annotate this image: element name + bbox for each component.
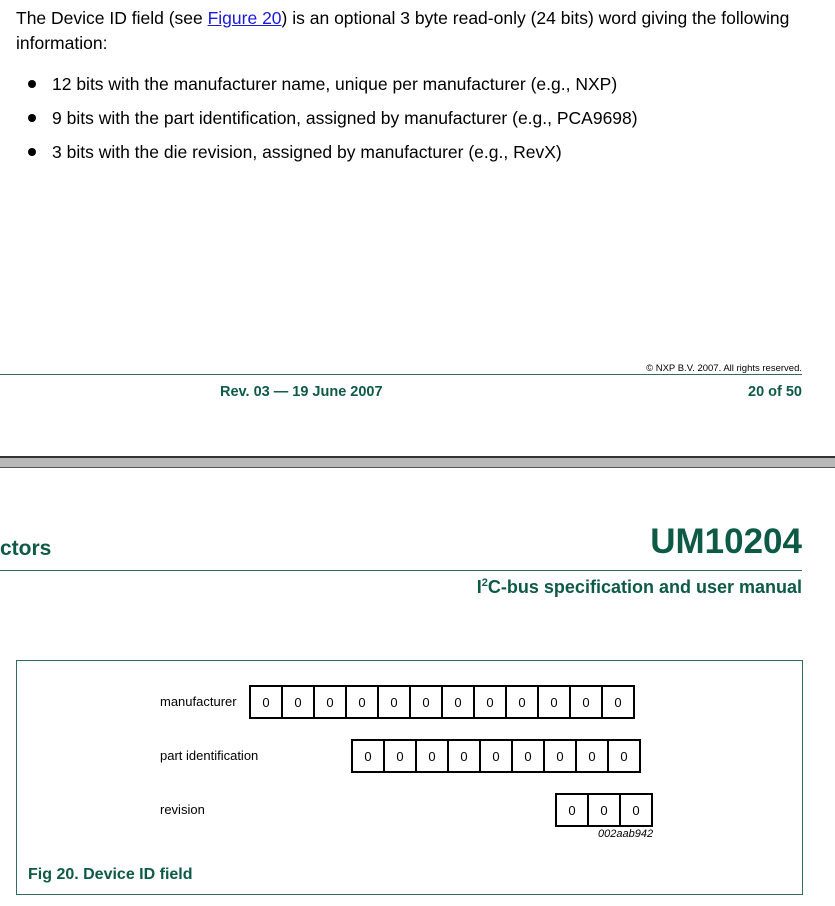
bit-cell: 0 xyxy=(607,739,641,773)
bit-cell: 0 xyxy=(409,685,443,719)
bit-cell: 0 xyxy=(249,685,283,719)
bullet-text: 12 bits with the manufacturer name, unique per manufacturer (e.g., NXP) xyxy=(52,74,618,94)
bullet-text: 3 bits with the die revision, assigned by manufacturer (e.g., RevX) xyxy=(52,142,562,162)
figure-20-link[interactable]: Figure 20 xyxy=(207,8,282,28)
revision-label: Rev. 03 — 19 June 2007 xyxy=(220,384,383,400)
bullet-icon xyxy=(28,80,36,88)
bit-cell: 0 xyxy=(351,739,385,773)
bit-cell: 0 xyxy=(383,739,417,773)
part-identification-bits xyxy=(351,739,639,773)
bit-cell: 0 xyxy=(281,685,315,719)
row-label-revision: revision xyxy=(160,802,205,817)
bit-cell: 0 xyxy=(313,685,347,719)
row-label-manufacturer: manufacturer xyxy=(160,694,237,709)
intro-text-end: ) is an optional 3 byte read-only (24 bits) word giving the following information: xyxy=(16,8,790,53)
revision-bits xyxy=(555,793,651,827)
bullet-list xyxy=(28,72,638,174)
bullet-icon xyxy=(28,114,36,122)
bit-cell: 0 xyxy=(473,685,507,719)
bit-cell: 0 xyxy=(543,739,577,773)
bit-cell: 0 xyxy=(619,793,653,827)
intro-paragraph xyxy=(16,6,806,56)
page-number: 20 of 50 xyxy=(748,384,802,400)
figure-id: 002aab942 xyxy=(598,828,654,840)
bit-cell: 0 xyxy=(505,685,539,719)
bullet-text: 9 bits with the part identification, assigned by manufacturer (e.g., PCA9698) xyxy=(52,108,638,128)
bit-cell: 0 xyxy=(447,739,481,773)
page-separator xyxy=(0,456,835,468)
bit-cell: 0 xyxy=(345,685,379,719)
bit-cell: 0 xyxy=(587,793,621,827)
bit-cell: 0 xyxy=(511,739,545,773)
row-label-part-identification: part identification xyxy=(160,748,259,763)
intro-text-start: The Device ID field (see xyxy=(16,8,208,28)
footer-divider xyxy=(0,374,802,375)
bit-cell: 0 xyxy=(575,739,609,773)
list-item xyxy=(28,72,638,106)
header-title-fragment: ctors xyxy=(0,537,52,560)
bit-cell: 0 xyxy=(479,739,513,773)
subtitle-superscript: 2 xyxy=(481,577,488,589)
bit-cell: 0 xyxy=(569,685,603,719)
figure-caption: Fig 20. Device ID field xyxy=(28,866,193,883)
subtitle-rest: C-bus specification and user manual xyxy=(487,577,802,597)
bit-cell: 0 xyxy=(537,685,571,719)
bit-cell: 0 xyxy=(555,793,589,827)
manufacturer-bits xyxy=(249,685,633,719)
document-subtitle xyxy=(477,577,802,598)
bit-cell: 0 xyxy=(441,685,475,719)
copyright-notice: © NXP B.V. 2007. All rights reserved. xyxy=(646,363,802,374)
list-item xyxy=(28,140,638,174)
bit-cell: 0 xyxy=(415,739,449,773)
document-id: UM10204 xyxy=(650,522,802,561)
subtitle-i: I xyxy=(476,577,482,597)
header-divider xyxy=(0,570,802,571)
bit-cell: 0 xyxy=(377,685,411,719)
list-item xyxy=(28,106,638,140)
bit-cell: 0 xyxy=(601,685,635,719)
bullet-icon xyxy=(28,148,36,156)
